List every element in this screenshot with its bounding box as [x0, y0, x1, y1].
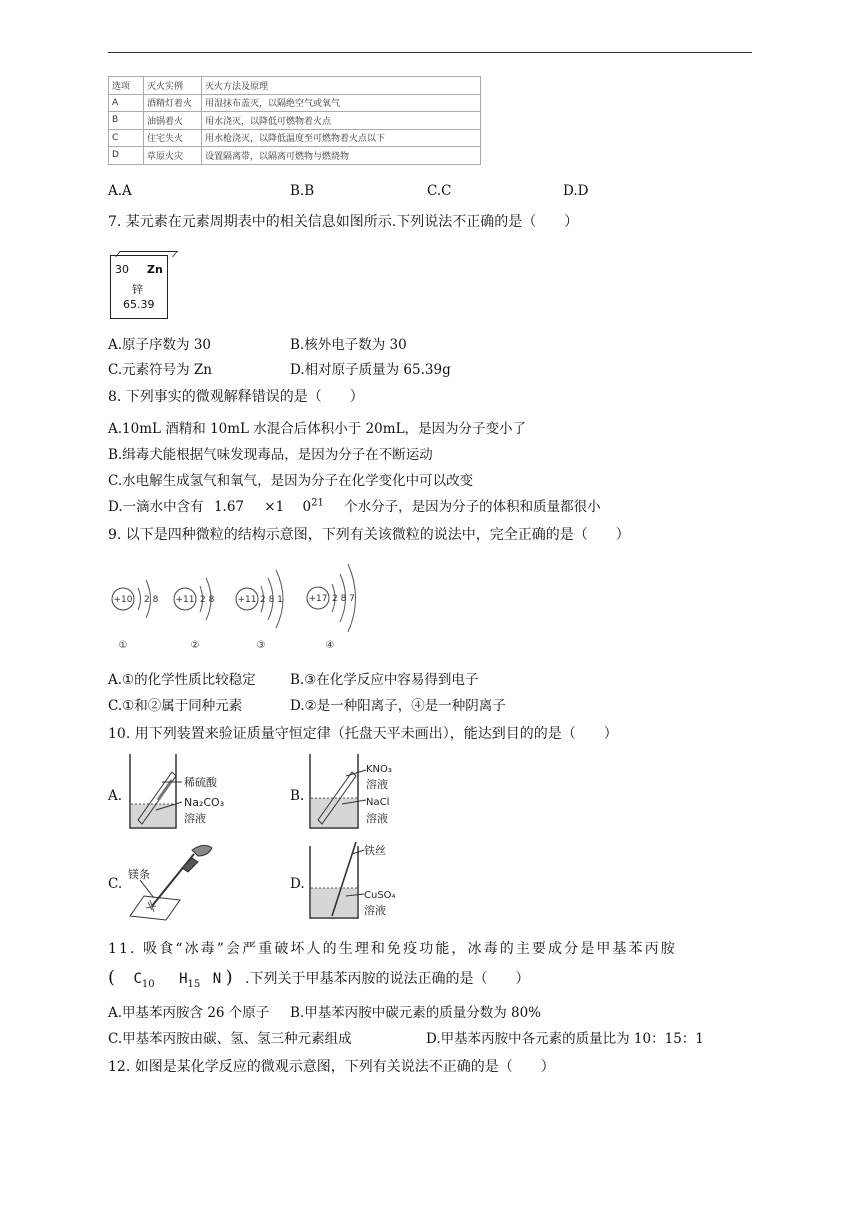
atom-1 [112, 580, 159, 651]
label-nacl: NaCl [366, 797, 390, 808]
atomic-number: 30 [115, 263, 129, 276]
q10-option-a[interactable]: A. [108, 788, 123, 804]
table-header-cell: 灭火实例 [144, 77, 202, 95]
q6-option-d[interactable]: D.D [563, 183, 589, 199]
label-kno3: KNO₃ [366, 764, 392, 775]
electron-config: 2 8 [144, 595, 159, 605]
element-symbol: Zn [147, 263, 163, 276]
electron-config: 2 8 1 [260, 595, 283, 605]
q11-stem: 11. 吸食“冰毒”会严重破坏人的生理和免疫功能，冰毒的主要成分是甲基苯丙胺 [108, 941, 677, 957]
atom-label: ④ [325, 640, 335, 651]
q7-stem: 7. 某元素在元素周期表中的相关信息如图所示.下列说法不正确的是（ ） [108, 214, 579, 230]
table-row [109, 129, 481, 147]
q9-option-b[interactable]: B.③在化学反应中容易得到电子 [290, 672, 479, 688]
nucleus-charge: +11 [175, 595, 195, 605]
nucleus-charge: +11 [237, 595, 257, 605]
apparatus-d-diagram [306, 840, 416, 924]
label-solution: 溶液 [366, 812, 388, 825]
q11-formula-line [108, 967, 530, 990]
apparatus-c-diagram [124, 840, 234, 924]
q11-option-d[interactable]: D.甲基苯丙胺中各元素的质量比为 10：15：1 [426, 1031, 704, 1047]
electron-config: 2 8 [200, 595, 215, 605]
q11-stem-tail: .下列关于甲基苯丙胺的说法正确的是（ ） [245, 971, 530, 987]
label-solution: 溶液 [364, 904, 386, 917]
q6-option-b[interactable]: B.B [290, 183, 315, 199]
table-cell: C [109, 129, 144, 147]
atom-4 [307, 564, 356, 651]
formula-c: C [133, 971, 142, 987]
formula-c-count: 10 [141, 978, 155, 990]
table-cell: 设置隔离带，以隔离可燃物与燃烧物 [202, 147, 481, 165]
q11-option-a[interactable]: A.甲基苯丙胺含 26 个原子 [108, 1005, 270, 1021]
table-row [109, 147, 481, 165]
q7-option-c[interactable]: C.元素符号为 Zn [108, 362, 213, 378]
q7-option-a[interactable]: A.原子序数为 30 [108, 337, 212, 353]
electron-config: 2 8 7 [332, 594, 355, 604]
q8-d-zero: 0 [302, 499, 312, 515]
q11-option-c[interactable]: C.甲基苯丙胺由碳、氢、氢三种元素组成 [108, 1031, 352, 1047]
table-cell: 用水枪浇灭，以降低温度至可燃物着火点以下 [202, 129, 481, 147]
q8-d-number: 1.67 [213, 499, 244, 515]
label-solution: 溶液 [184, 812, 206, 825]
q9-option-c[interactable]: C.①和②属于同种元素 [108, 698, 243, 714]
atom-2 [174, 578, 215, 651]
table-cell: 住宅失火 [144, 129, 202, 147]
q8-option-b[interactable]: B.缉毒犬能根据气味发现毒品，是因为分子在不断运动 [108, 447, 433, 463]
label-magnesium-strip: 镁条 [128, 868, 150, 881]
label-iron-wire: 铁丝 [364, 844, 386, 857]
formula-paren-open: ( [108, 967, 116, 988]
table-cell: 酒精灯着火 [144, 94, 202, 112]
atom-label: ① [118, 640, 128, 651]
table-header-row [109, 77, 481, 95]
q8-option-d[interactable] [108, 495, 601, 515]
table-cell: 油锅着火 [144, 112, 202, 130]
q8-d-prefix: D.一滴水中含有 [108, 499, 204, 515]
q10-option-b[interactable]: B. [290, 788, 305, 804]
table-cell: 用水浇灭，以降低可燃物着火点 [202, 112, 481, 130]
table-row [109, 112, 481, 130]
table-cell: B [109, 112, 144, 130]
formula-h: H [179, 971, 188, 987]
atom-structure-diagrams [106, 560, 366, 656]
cell-3d-edge [115, 251, 178, 257]
formula-n: N [212, 971, 222, 987]
table-cell: 用湿抹布盖灭，以隔绝空气或氧气 [202, 94, 481, 112]
header-rule [108, 52, 752, 53]
q6-option-a[interactable]: A.A [108, 183, 132, 199]
q8-option-c[interactable]: C.水电解生成氢气和氧气，是因为分子在化学变化中可以改变 [108, 473, 474, 489]
q8-stem: 8. 下列事实的微观解释错误的是（ ） [108, 389, 364, 405]
table-header-cell: 灭火方法及原理 [202, 77, 481, 95]
label-solution: 溶液 [366, 778, 388, 791]
q10-option-d[interactable]: D. [290, 876, 305, 892]
fire-table [108, 76, 481, 165]
atom-label: ③ [256, 640, 266, 651]
q8-d-times: ×1 [264, 499, 285, 515]
label-sodium-carbonate: Na₂CO₃ [184, 796, 225, 809]
element-cell [110, 255, 168, 319]
formula-h-count: 15 [187, 978, 201, 990]
table-row [109, 94, 481, 112]
q10-stem: 10. 用下列装置来验证质量守恒定律（托盘天平未画出），能达到目的的是（ ） [108, 726, 618, 742]
formula-paren-close: ) [225, 967, 233, 988]
q6-option-c[interactable]: C.C [427, 183, 452, 199]
q9-option-a[interactable]: A.①的化学性质比较稳定 [108, 672, 256, 688]
q9-option-d[interactable]: D.②是一种阳离子，④是一种阴离子 [290, 698, 506, 714]
table-header-cell: 选项 [109, 77, 144, 95]
apparatus-a-diagram [126, 752, 236, 832]
q11-option-b[interactable]: B.甲基苯丙胺中碳元素的质量分数为 80% [290, 1005, 542, 1021]
atom-3 [236, 570, 283, 651]
q12-stem: 12. 如图是某化学反应的微观示意图，下列有关说法不正确的是（ ） [108, 1059, 555, 1075]
nucleus-charge: +10 [113, 595, 133, 605]
table-cell: 草原火灾 [144, 147, 202, 165]
table-cell: D [109, 147, 144, 165]
q8-d-suffix: 个水分子，是因为分子的体积和质量都很小 [344, 499, 601, 515]
element-name: 锌 [132, 283, 143, 296]
atom-label: ② [190, 640, 200, 651]
apparatus-b-diagram [306, 752, 416, 834]
atomic-mass: 65.39 [123, 298, 155, 311]
table-cell: A [109, 94, 144, 112]
label-sulfuric-acid: 稀硫酸 [184, 776, 217, 789]
q8-d-exponent: 21 [311, 497, 324, 509]
q7-option-b[interactable]: B.核外电子数为 30 [290, 337, 407, 353]
q10-option-c[interactable]: C. [108, 876, 123, 892]
label-cuso4: CuSO₄ [364, 890, 396, 901]
q9-stem: 9. 以下是四种微粒的结构示意图，下列有关该微粒的说法中，完全正确的是（ ） [108, 527, 630, 543]
q8-option-a[interactable]: A.10mL 酒精和 10mL 水混合后体积小于 20mL，是因为分子变小了 [108, 421, 527, 437]
nucleus-charge: +17 [308, 594, 328, 604]
q7-option-d[interactable]: D.相对原子质量为 65.39g [290, 362, 451, 378]
